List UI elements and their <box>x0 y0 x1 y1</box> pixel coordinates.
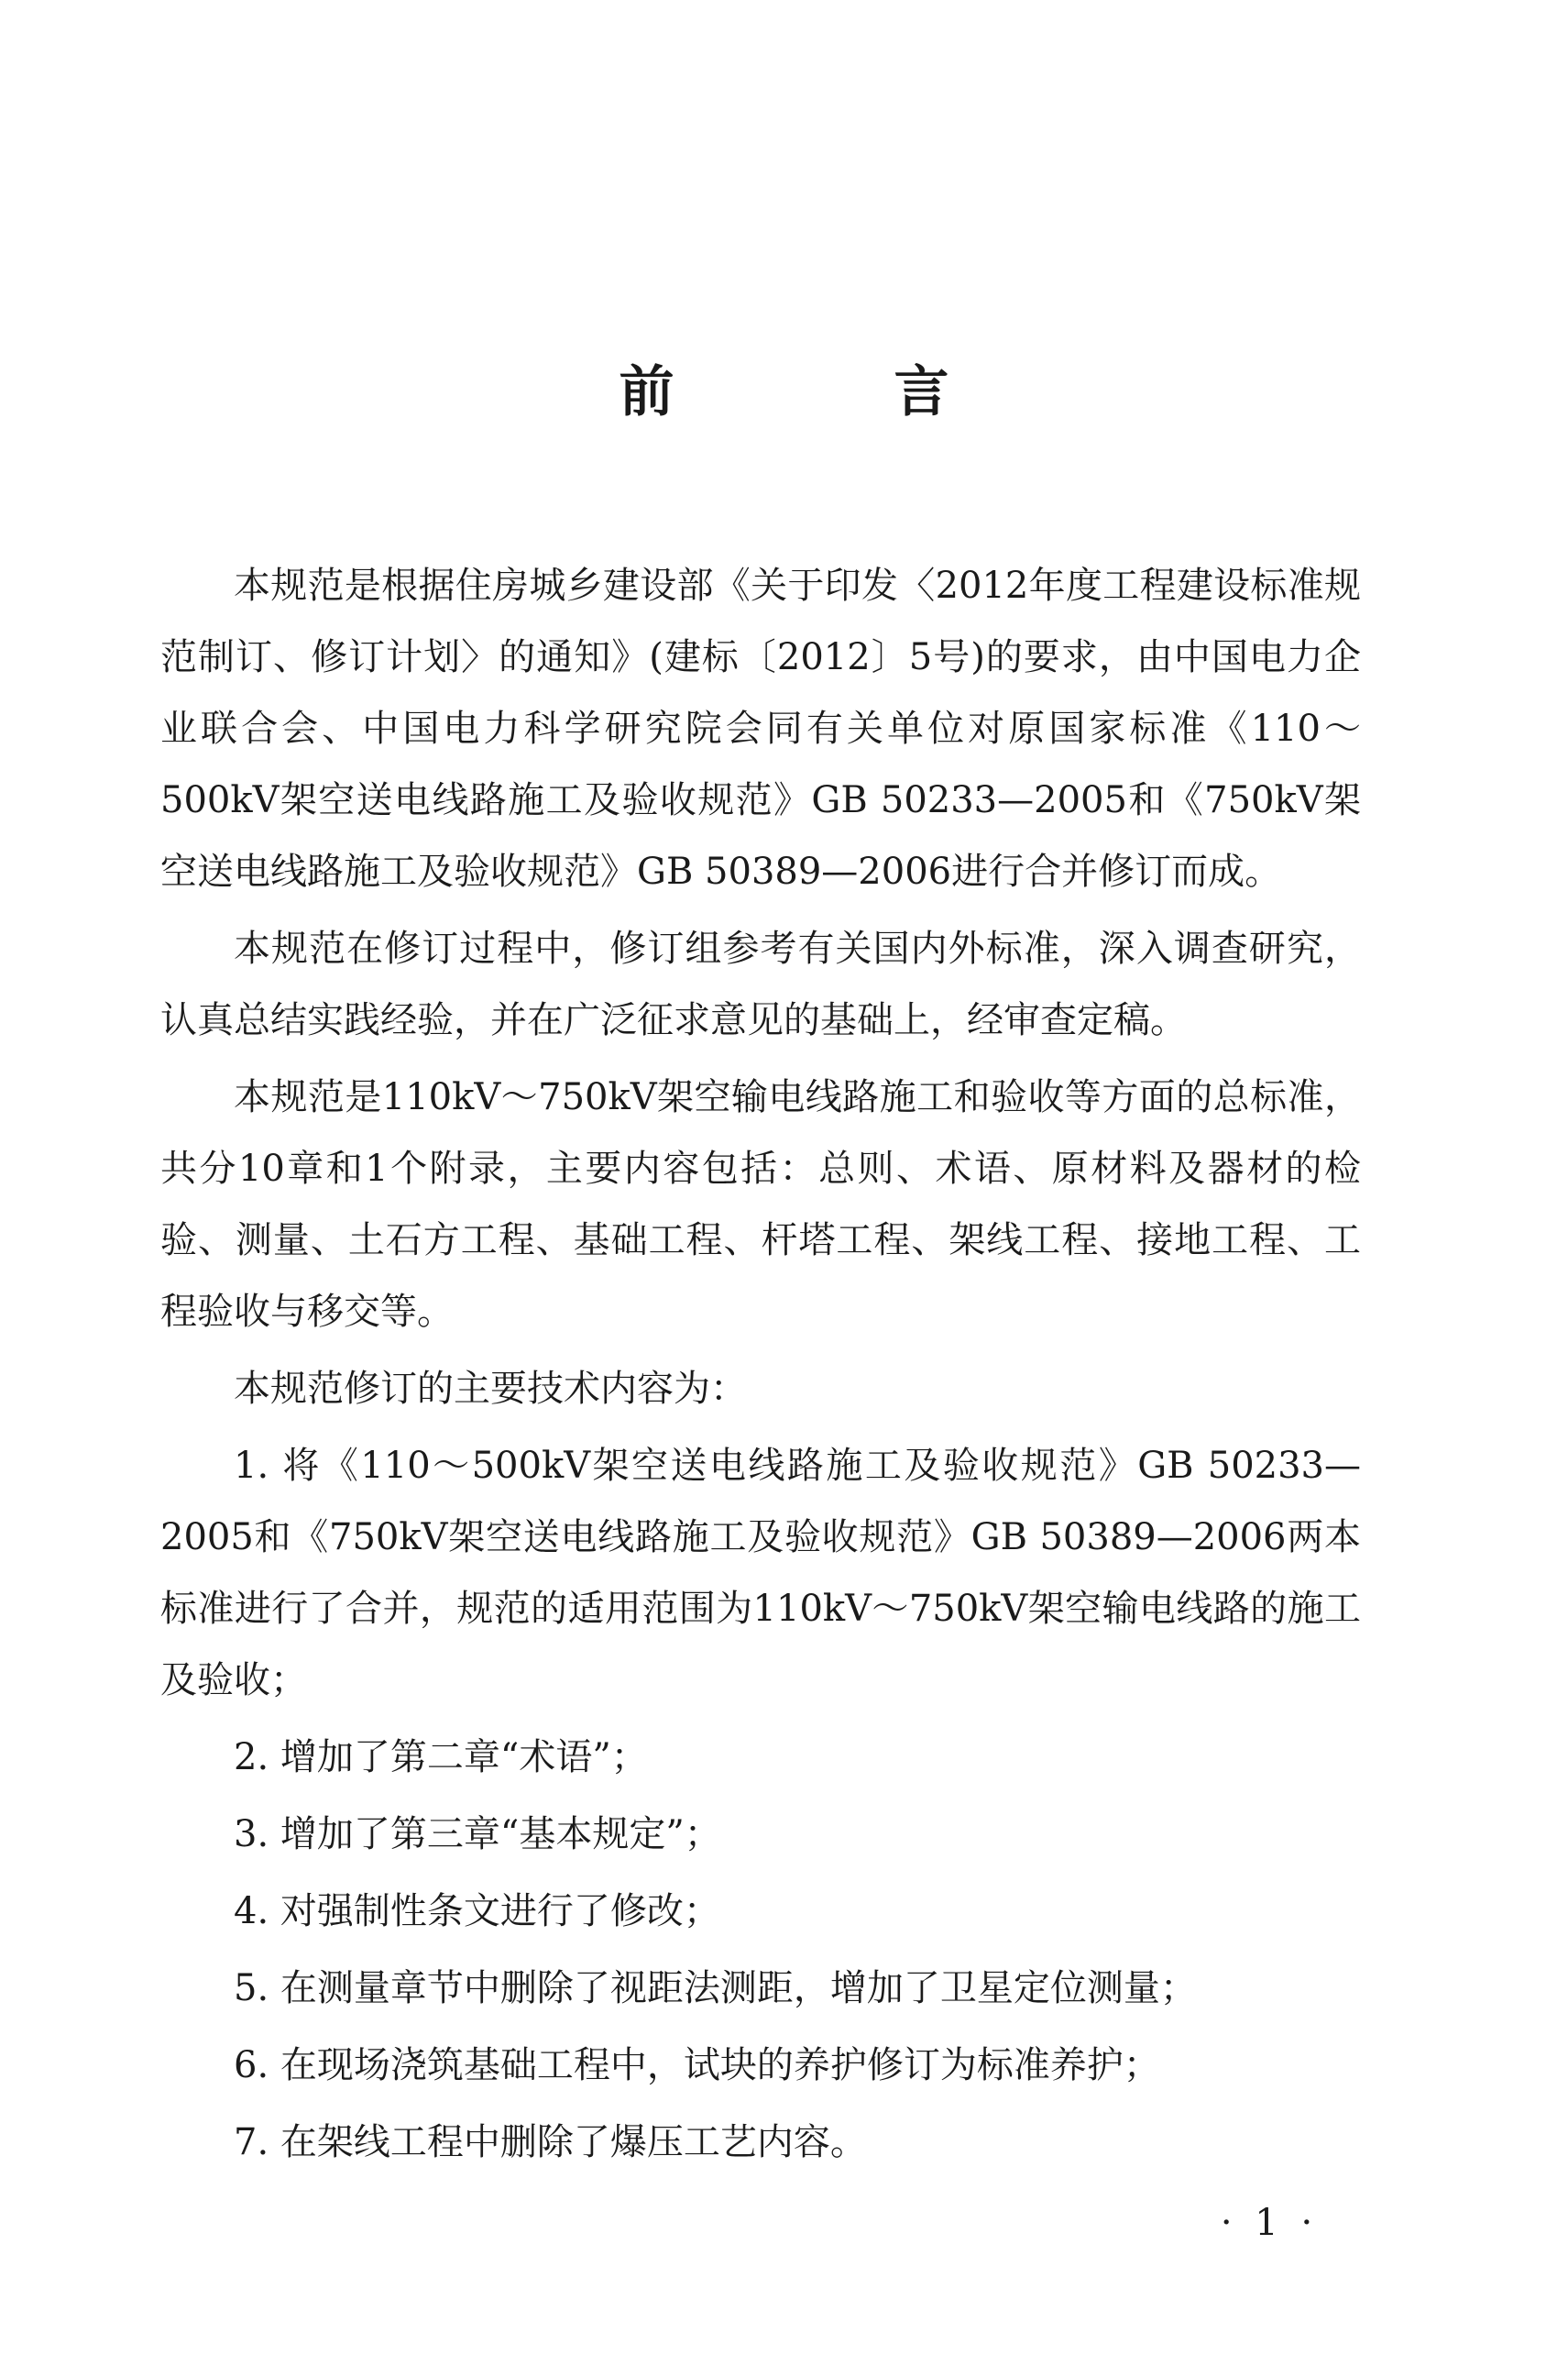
page-number: · 1 · <box>1220 2202 1319 2244</box>
change-item-2: 2. 增加了第二章“术语”； <box>234 1736 648 1778</box>
paragraph-revision-process: 本规范在修订过程中，修订组参考有关国内外标准，深入调查研究，认真总结实践经验，并在广泛征求意见的基础上，经审查定稿。 <box>160 928 1361 1041</box>
change-item-3: 3. 增加了第三章“基本规定”； <box>234 1813 721 1855</box>
preface-body <box>160 550 1361 2178</box>
change-item-4: 4. 对强制性条文进行了修改； <box>234 1890 720 1932</box>
change-item-1: 1. 将《110～500kV架空送电线路施工及验收规范》GB 50233—2005和《750kV架空送电线路施工及验收规范》GB 50389—2006两本标准进行了合并，规范的适用范围为110kV～750kV架空输电线路的施工及验收； <box>160 1445 1361 1701</box>
change-item-7: 7. 在架线工程中删除了爆压工艺内容。 <box>234 2121 867 2163</box>
change-item-6: 6. 在现场浇筑基础工程中，试块的养护修订为标准养护； <box>234 2044 1160 2086</box>
page-title: 前 言 <box>619 360 1032 424</box>
change-item-5: 5. 在测量章节中删除了视距法测距，增加了卫星定位测量； <box>234 1967 1197 2009</box>
paragraph-main-changes-intro: 本规范修订的主要技术内容为： <box>234 1368 747 1410</box>
paragraph-scope: 本规范是110kV～750kV架空输电线路施工和验收等方面的总标准，共分10章和1个附录，主要内容包括：总则、术语、原材料及器材的检验、测量、土石方工程、基础工程、杆塔工程、架线工程、接地工程、工程验收与移交等。 <box>160 1076 1361 1333</box>
paragraph-basis: 本规范是根据住房城乡建设部《关于印发〈2012年度工程建设标准规范制订、修订计划〉的通知》(建标〔2012〕5号)的要求，由中国电力企业联合会、中国电力科学研究院会同有关单位对原国家标准《110～500kV架空送电线路施工及验收规范》GB 50233—2005和《750kV架空送电线路施工及验收规范》GB 50389—2006进行合并修订而成。 <box>160 565 1361 893</box>
